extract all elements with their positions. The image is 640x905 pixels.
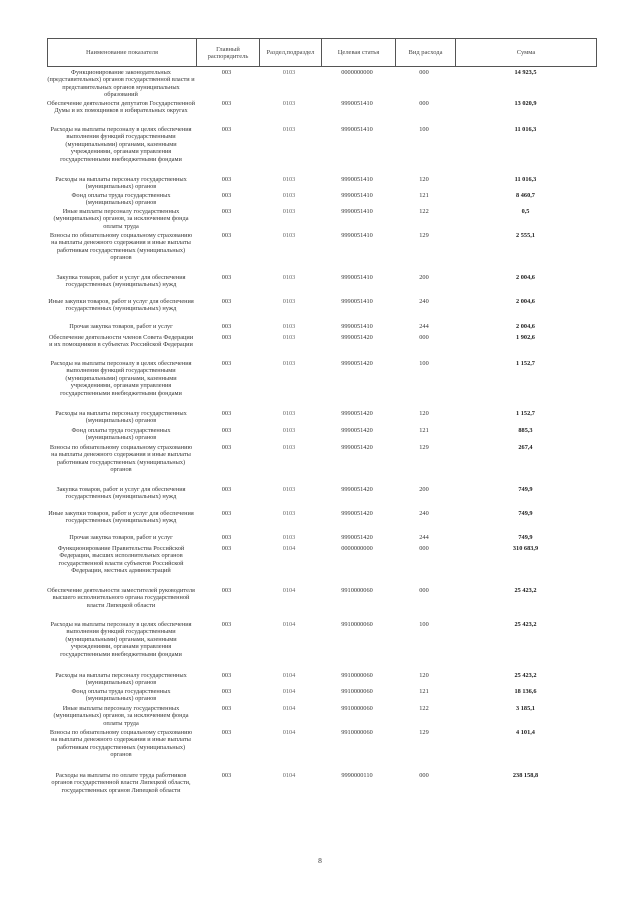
table-header: [47, 38, 597, 67]
row-name: Иные выплаты персоналу государственных (муниципальных) органов, за исключением фонда оплаты труда: [53, 705, 189, 727]
row-section: 0104: [282, 587, 296, 594]
row-section: 0104: [282, 621, 296, 628]
row-target-article: 9990000110: [341, 772, 373, 779]
row-name: Прочая закупка товаров, работ и услуг: [69, 534, 173, 541]
row-main-manager: 003: [221, 360, 232, 367]
row-expense-type: 100: [419, 360, 429, 367]
row-main-manager: 003: [221, 534, 232, 541]
row-sum: 14 923,5: [514, 69, 537, 76]
row-expense-type: 120: [419, 672, 429, 679]
row-target-article: 9910000060: [341, 672, 373, 679]
row-name: Расходы на выплаты персоналу в целях обеспечения выполнения функций государственными (муниципальными) органами, казенными учреждениями, органами управления государственными внебюджетными фондами: [50, 126, 192, 163]
row-main-manager: 003: [221, 587, 232, 594]
row-expense-type: 000: [419, 334, 429, 341]
row-sum: 25 423,2: [514, 621, 537, 628]
row-sum: 13 020,9: [514, 100, 537, 107]
row-main-manager: 003: [221, 208, 232, 215]
row-name: Прочая закупка товаров, работ и услуг: [69, 323, 173, 330]
row-target-article: 9990051410: [341, 298, 373, 305]
row-main-manager: 003: [221, 705, 232, 712]
row-main-manager: 003: [221, 621, 232, 628]
row-main-manager: 003: [221, 334, 232, 341]
row-name: Фонд оплаты труда государственных (муниципальных) органов: [71, 427, 171, 442]
row-section: 0103: [282, 126, 296, 133]
row-name: Расходы на выплаты персоналу государственных (муниципальных) органов: [55, 410, 187, 425]
row-main-manager: 003: [221, 298, 232, 305]
row-main-manager: 003: [221, 69, 232, 76]
header-expense-type: Вид расхода: [395, 39, 455, 66]
row-section: 0103: [282, 69, 296, 76]
row-sum: 2 004,6: [516, 323, 535, 330]
header-section: Раздел,подраздел: [259, 39, 321, 66]
row-expense-type: 122: [419, 208, 429, 215]
row-name: Взносы по обязательному социальному страхованию на выплаты денежного содержания и иные выплаты работникам государственных (муниципальных) органов: [49, 444, 193, 474]
row-sum: 1 152,7: [516, 360, 535, 367]
row-section: 0104: [282, 688, 296, 695]
row-sum: 749,9: [518, 486, 533, 493]
row-sum: 238 158,8: [512, 772, 539, 779]
row-expense-type: 000: [419, 69, 429, 76]
row-expense-type: 129: [419, 444, 429, 451]
row-expense-type: 200: [419, 274, 429, 281]
row-main-manager: 003: [221, 510, 232, 517]
row-expense-type: 000: [419, 772, 429, 779]
row-sum: 11 016,3: [514, 126, 537, 133]
row-name: Иные закупки товаров, работ и услуг для обеспечения государственных (муниципальных) нужд: [48, 510, 194, 525]
row-target-article: 0000000000: [341, 545, 373, 552]
row-section: 0103: [282, 176, 296, 183]
row-main-manager: 003: [221, 192, 232, 199]
row-name: Обеспечение деятельности заместителей руководителя высшего исполнительного органа государственной власти Липецкой области: [47, 587, 195, 609]
row-target-article: 9990051410: [341, 274, 373, 281]
row-sum: 3 185,1: [516, 705, 535, 712]
row-main-manager: 003: [221, 772, 232, 779]
row-target-article: 9990051420: [341, 534, 373, 541]
row-name: Закупка товаров, работ и услуг для обеспечения государственных (муниципальных) нужд: [56, 486, 186, 501]
row-expense-type: 100: [419, 621, 429, 628]
row-section: 0103: [282, 298, 296, 305]
row-name: Обеспечение деятельности членов Совета Федерации и их помощников в субъектах Российской Федерации: [48, 334, 194, 349]
row-section: 0103: [282, 486, 296, 493]
row-target-article: 9990051420: [341, 410, 373, 417]
row-expense-type: 121: [419, 192, 429, 199]
header-target-article: Целевая статья: [321, 39, 395, 66]
row-main-manager: 003: [221, 427, 232, 434]
row-name: Взносы по обязательному социальному страхованию на выплаты денежного содержания и иные выплаты работникам государственных (муниципальных) органов: [49, 232, 193, 262]
row-target-article: 9990051410: [341, 126, 373, 133]
row-expense-type: 120: [419, 176, 429, 183]
row-target-article: 9990051420: [341, 334, 373, 341]
row-main-manager: 003: [221, 729, 232, 736]
row-main-manager: 003: [221, 176, 232, 183]
row-section: 0104: [282, 772, 296, 779]
row-target-article: 9990051420: [341, 510, 373, 517]
row-expense-type: 120: [419, 410, 429, 417]
row-expense-type: 000: [419, 100, 429, 107]
row-sum: 25 423,2: [514, 672, 537, 679]
row-sum: 4 101,4: [516, 729, 535, 736]
row-name: Функционирование законодательных (представительных) органов государственной власти и представительных органов муниципальных образований: [47, 69, 195, 99]
row-section: 0103: [282, 444, 296, 451]
row-target-article: 9990051410: [341, 192, 373, 199]
row-expense-type: 129: [419, 232, 429, 239]
row-section: 0103: [282, 274, 296, 281]
row-sum: 749,9: [518, 510, 533, 517]
row-sum: 749,9: [518, 534, 533, 541]
row-target-article: 9990051420: [341, 360, 373, 367]
row-target-article: 9910000060: [341, 621, 373, 628]
row-sum: 25 423,2: [514, 587, 537, 594]
header-main-manager: Главный распорядитель: [196, 39, 259, 66]
row-target-article: 9990051420: [341, 486, 373, 493]
row-name: Расходы на выплаты по оплате труда работников органов государственной власти Липецкой области, государственных органов Липецкой области: [51, 772, 191, 794]
row-target-article: 9990051410: [341, 232, 373, 239]
row-name: Расходы на выплаты персоналу в целях обеспечения выполнения функций государственными (муниципальными) органами, казенными учреждениями, органами управления государственными внебюджетными фондами: [50, 621, 192, 658]
row-sum: 2 555,1: [516, 232, 535, 239]
row-target-article: 0000000000: [341, 69, 373, 76]
row-main-manager: 003: [221, 545, 232, 552]
row-sum: 18 136,6: [514, 688, 537, 695]
row-section: 0104: [282, 672, 296, 679]
row-section: 0103: [282, 360, 296, 367]
row-name: Расходы на выплаты персоналу в целях обеспечения выполнения функций государственными (муниципальными) органами, казенными учреждениями, органами управления государственными внебюджетными фондами: [50, 360, 192, 397]
row-expense-type: 200: [419, 486, 429, 493]
row-main-manager: 003: [221, 274, 232, 281]
row-name: Функционирование Правительства Российской Федерации, высших исполнительных органов государственной власти субъектов Российской Федерации, местных администраций: [57, 545, 185, 575]
row-main-manager: 003: [221, 232, 232, 239]
row-target-article: 9910000060: [341, 705, 373, 712]
row-sum: 885,3: [518, 427, 533, 434]
row-name: Фонд оплаты труда государственных (муниципальных) органов: [71, 688, 171, 703]
row-main-manager: 003: [221, 672, 232, 679]
row-main-manager: 003: [221, 486, 232, 493]
row-sum: 310 683,9: [512, 545, 539, 552]
row-target-article: 9990051410: [341, 208, 373, 215]
row-target-article: 9910000060: [341, 688, 373, 695]
row-target-article: 9990051420: [341, 444, 373, 451]
row-section: 0103: [282, 534, 296, 541]
row-target-article: 9990051410: [341, 323, 373, 330]
row-section: 0104: [282, 545, 296, 552]
row-name: Фонд оплаты труда государственных (муниципальных) органов: [71, 192, 171, 207]
row-sum: 267,4: [518, 444, 533, 451]
row-section: 0104: [282, 729, 296, 736]
row-sum: 1 152,7: [516, 410, 535, 417]
row-expense-type: 100: [419, 126, 429, 133]
row-section: 0103: [282, 323, 296, 330]
row-target-article: 9990051410: [341, 100, 373, 107]
row-expense-type: 000: [419, 587, 429, 594]
row-expense-type: 244: [419, 534, 429, 541]
row-name: Расходы на выплаты персоналу государственных (муниципальных) органов: [55, 672, 187, 687]
row-expense-type: 129: [419, 729, 429, 736]
row-name: Расходы на выплаты персоналу государственных (муниципальных) органов: [55, 176, 187, 191]
page-number: 8: [318, 856, 322, 865]
row-section: 0103: [282, 410, 296, 417]
row-name: Закупка товаров, работ и услуг для обеспечения государственных (муниципальных) нужд: [56, 274, 186, 289]
row-expense-type: 244: [419, 323, 429, 330]
row-section: 0104: [282, 705, 296, 712]
row-target-article: 9990051410: [341, 176, 373, 183]
row-name: Обеспечение деятельности депутатов Государственной Думы и их помощников в избирательных округах: [47, 100, 195, 115]
row-main-manager: 003: [221, 126, 232, 133]
header-name: Наименование показателя: [85, 49, 159, 56]
row-main-manager: 003: [221, 444, 232, 451]
row-name: Иные выплаты персоналу государственных (муниципальных) органов, за исключением фонда оплаты труда: [53, 208, 189, 230]
row-main-manager: 003: [221, 410, 232, 417]
row-section: 0103: [282, 100, 296, 107]
row-sum: 2 004,6: [516, 298, 535, 305]
row-expense-type: 240: [419, 298, 429, 305]
row-name: Иные закупки товаров, работ и услуг для обеспечения государственных (муниципальных) нужд: [48, 298, 194, 313]
row-section: 0103: [282, 427, 296, 434]
row-sum: 8 460,7: [516, 192, 535, 199]
row-sum: 2 004,6: [516, 274, 535, 281]
row-target-article: 9990051420: [341, 427, 373, 434]
row-expense-type: 240: [419, 510, 429, 517]
row-sum: 0,5: [521, 208, 530, 215]
row-main-manager: 003: [221, 688, 232, 695]
row-sum: 1 902,6: [516, 334, 535, 341]
row-section: 0103: [282, 510, 296, 517]
row-section: 0103: [282, 232, 296, 239]
row-expense-type: 121: [419, 427, 429, 434]
header-sum: Сумма: [455, 39, 596, 66]
row-name: Взносы по обязательному социальному страхованию на выплаты денежного содержания и иные выплаты работникам государственных (муниципальных) органов: [49, 729, 193, 759]
row-expense-type: 121: [419, 688, 429, 695]
row-sum: 11 016,3: [514, 176, 537, 183]
row-section: 0103: [282, 208, 296, 215]
row-target-article: 9910000060: [341, 587, 373, 594]
row-main-manager: 003: [221, 100, 232, 107]
row-section: 0103: [282, 334, 296, 341]
row-section: 0103: [282, 192, 296, 199]
row-expense-type: 122: [419, 705, 429, 712]
row-main-manager: 003: [221, 323, 232, 330]
row-target-article: 9910000060: [341, 729, 373, 736]
row-expense-type: 000: [419, 545, 429, 552]
